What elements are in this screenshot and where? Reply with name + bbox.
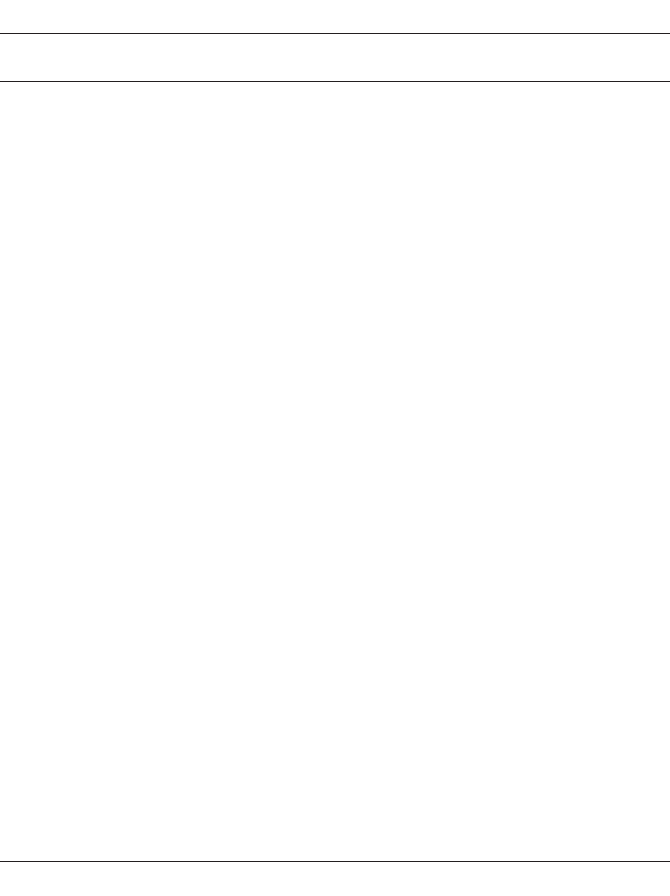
header-rule [0,81,670,82]
top-rule [0,33,670,34]
bottom-rule [0,861,670,862]
